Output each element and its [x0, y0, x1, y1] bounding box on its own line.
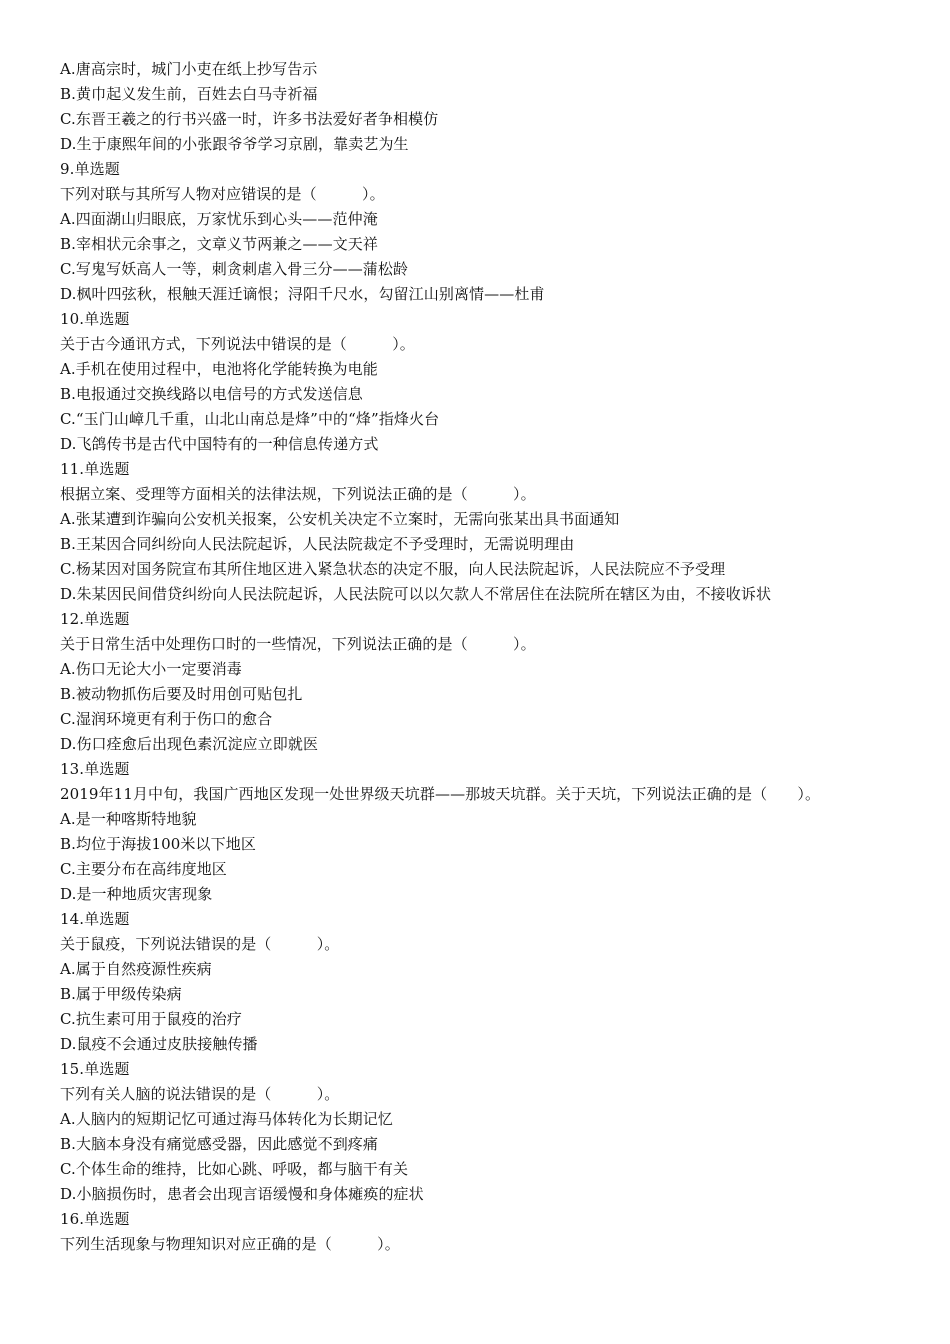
question-stem: 下列对联与其所写人物对应错误的是（ ）。	[60, 185, 385, 203]
question-header: 9.单选题	[60, 160, 120, 178]
option-d: D.枫叶四弦秋，根触天涯迁谪恨；浔阳千尺水，勾留江山别离情——杜甫	[60, 285, 545, 303]
option-b: B.属于甲级传染病	[60, 985, 182, 1003]
question-stem: 下列生活现象与物理知识对应正确的是（ ）。	[60, 1235, 400, 1253]
question-stem: 下列有关人脑的说法错误的是（ ）。	[60, 1085, 340, 1103]
question-13	[60, 757, 890, 907]
question-12	[60, 607, 890, 757]
option-c: C.抗生素可用于鼠疫的治疗	[60, 1010, 243, 1028]
question-header: 14.单选题	[60, 910, 130, 928]
option-a: A.人脑内的短期记忆可通过海马体转化为长期记忆	[60, 1110, 393, 1128]
option-c: C.个体生命的维持，比如心跳、呼吸，都与脑干有关	[60, 1160, 409, 1178]
question-15	[60, 1057, 890, 1207]
question-header: 16.单选题	[60, 1210, 130, 1228]
option-d: D.小脑损伤时，患者会出现言语缓慢和身体瘫痪的症状	[60, 1185, 424, 1203]
option-b: B.黄巾起义发生前，百姓去白马寺祈福	[60, 85, 318, 103]
question-stem: 根据立案、受理等方面相关的法律法规，下列说法正确的是（ ）。	[60, 485, 536, 503]
option-b: B.电报通过交换线路以电信号的方式发送信息	[60, 385, 363, 403]
question-10	[60, 307, 890, 457]
question-stem: 2019年11月中旬，我国广西地区发现一处世界级天坑群——那坡天坑群。关于天坑，下列说法正确的是（ ）。	[60, 785, 821, 803]
question-11	[60, 457, 890, 607]
question-header: 10.单选题	[60, 310, 130, 328]
option-d: D.飞鸽传书是古代中国特有的一种信息传递方式	[60, 435, 379, 453]
option-b: B.王某因合同纠纷向人民法院起诉，人民法院裁定不予受理时，无需说明理由	[60, 535, 575, 553]
option-a: A.是一种喀斯特地貌	[60, 810, 197, 828]
option-d: D.生于康熙年间的小张跟爷爷学习京剧，靠卖艺为生	[60, 135, 409, 153]
question-9	[60, 157, 890, 307]
option-d: D.鼠疫不会通过皮肤接触传播	[60, 1035, 258, 1053]
question-stem: 关于鼠疫，下列说法错误的是（ ）。	[60, 935, 340, 953]
question-stem: 关于日常生活中处理伤口时的一些情况，下列说法正确的是（ ）。	[60, 635, 536, 653]
option-a: A.唐高宗时，城门小吏在纸上抄写告示	[60, 60, 318, 78]
question-8-options	[60, 57, 890, 157]
question-14	[60, 907, 890, 1057]
option-c: C.“玉门山嶂几千重，山北山南总是烽”中的“烽”指烽火台	[60, 410, 440, 428]
option-c: C.东晋王羲之的行书兴盛一时，许多书法爱好者争相模仿	[60, 110, 439, 128]
question-header: 15.单选题	[60, 1060, 130, 1078]
option-a: A.手机在使用过程中，电池将化学能转换为电能	[60, 360, 378, 378]
option-c: C.主要分布在高纬度地区	[60, 860, 227, 878]
option-a: A.伤口无论大小一定要消毒	[60, 660, 242, 678]
option-c: C.杨某因对国务院宣布其所住地区进入紧急状态的决定不服，向人民法院起诉，人民法院应不予受理	[60, 560, 726, 578]
option-b: B.宰相状元余事之，文章义节两兼之——文天祥	[60, 235, 378, 253]
option-a: A.四面湖山归眼底，万家忧乐到心头——范仲淹	[60, 210, 378, 228]
question-stem: 关于古今通讯方式，下列说法中错误的是（ ）。	[60, 335, 415, 353]
option-d: D.伤口痊愈后出现色素沉淀应立即就医	[60, 735, 319, 753]
option-b: B.均位于海拔100米以下地区	[60, 835, 256, 853]
question-header: 11.单选题	[60, 460, 130, 478]
option-d: D.朱某因民间借贷纠纷向人民法院起诉，人民法院可以以欠款人不常居住在法院所在辖区为由，不接收诉状	[60, 585, 772, 603]
question-16	[60, 1207, 890, 1257]
question-header: 13.单选题	[60, 760, 130, 778]
option-a: A.属于自然疫源性疾病	[60, 960, 212, 978]
option-d: D.是一种地质灾害现象	[60, 885, 213, 903]
option-c: C.湿润环境更有利于伤口的愈合	[60, 710, 273, 728]
option-b: B.被动物抓伤后要及时用创可贴包扎	[60, 685, 303, 703]
option-c: C.写鬼写妖高人一等，刺贪刺虐入骨三分——蒲松龄	[60, 260, 409, 278]
option-b: B.大脑本身没有痛觉感受器，因此感觉不到疼痛	[60, 1135, 378, 1153]
option-a: A.张某遭到诈骗向公安机关报案，公安机关决定不立案时，无需向张某出具书面通知	[60, 510, 620, 528]
question-header: 12.单选题	[60, 610, 130, 628]
